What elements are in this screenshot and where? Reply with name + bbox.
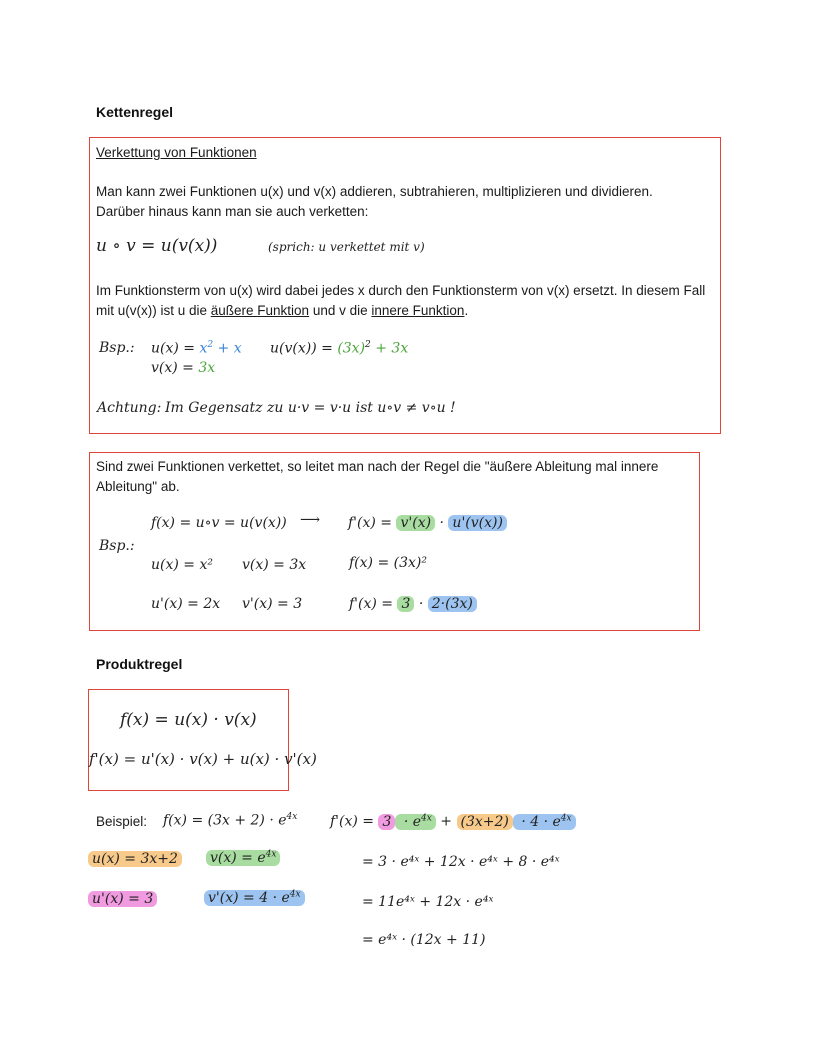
example2-f-deriv [349, 596, 477, 612]
example2-v-def: v(x) = 3x [242, 557, 307, 573]
innere-funktion-term: innere Funktion [371, 303, 465, 318]
example2-f-deriv-pre: f'(x) = [349, 596, 398, 612]
example2-dot: · [418, 596, 424, 612]
beispiel-fprime-u: (3x+2) [457, 814, 513, 830]
example2-inner-deriv: 3 [397, 596, 414, 612]
beispiel-v-deriv-base: v'(x) = 4 · e [208, 889, 290, 906]
example-v-def [151, 360, 215, 376]
ableitung-rule-text: Sind zwei Funktionen verkettet, so leitet man nach der Regel die "äußere Ableitung mal innere Ableitung" ab. [96, 459, 659, 494]
beispiel-f-exp: 4x [286, 812, 298, 822]
beispiel-f [163, 812, 297, 829]
chain-rule-dot: · [439, 515, 444, 531]
outer-derivative: u'(v(x)) [448, 515, 507, 531]
example2-u-deriv: u'(x) = 2x [151, 596, 221, 612]
arrow-icon: ⟶ [300, 512, 321, 528]
explanation-text-a: Im Funktionsterm von u(x) wird dabei jedes x durch den Funktionsterm von v(x) ersetzt. In diesem Fall mit u(v(x)) ist u die [96, 283, 706, 318]
verkettung-subtitle: Verkettung von Funktionen [96, 145, 257, 160]
beispiel-fprime-pre: f'(x) = [330, 813, 379, 830]
beispiel-v-exp: 4x [265, 849, 277, 859]
produktregel-box [88, 689, 289, 791]
example-uv: $u(v(x)) = (3x)^2 + 3x$ [270, 340, 409, 357]
inner-derivative: v'(x) [396, 515, 435, 531]
example-v-left: v(x) = [151, 360, 199, 376]
explanation-text-b: und v die [309, 303, 372, 318]
beispiel-v-base: v(x) = e [210, 849, 266, 866]
beispiel-f-base: f(x) = (3x + 2) · e [163, 812, 287, 829]
verkettung-explanation [96, 281, 718, 321]
beispiel-label: Beispiel: [96, 814, 148, 829]
example-uv-inner: (3x) [337, 340, 366, 357]
example-v-value: 3x [198, 360, 216, 376]
chain-rule-left: f(x) = u∘v = u(v(x)) [151, 515, 287, 531]
beispiel-v-deriv [204, 889, 305, 906]
bsp-label-2: Bsp.: [99, 538, 135, 554]
produktregel-fprime: f'(x) = u'(x) · v(x) + u(x) · v'(x) [89, 750, 317, 768]
beispiel-fprime-plus: + [435, 813, 457, 830]
beispiel-fprime-v-exp: 4x [421, 813, 432, 823]
beispiel-u [88, 851, 182, 867]
example2-v-deriv: v'(x) = 3 [242, 596, 303, 612]
beispiel-fprime-vprime-exp: 4x [560, 813, 572, 823]
example-u-plus: + x [213, 340, 242, 357]
beispiel-step-1: = 3 · e⁴ˣ + 12x · e⁴ˣ + 8 · e⁴ˣ [362, 854, 560, 870]
beispiel-v-deriv-exp: 4x [289, 889, 301, 899]
chain-rule-right-pre: f'(x) = [348, 515, 397, 531]
example2-outer-deriv: 2·(3x) [428, 596, 477, 612]
beispiel-fprime-uprime: 3 [378, 814, 395, 830]
achtung-text: Im Gegensatz zu u·v = v·u ist u∘v ≠ v∘u ! [165, 400, 456, 416]
example2-f-def: f(x) = (3x)² [349, 555, 427, 571]
beispiel-fprime-vprime: · 4 · e [516, 813, 561, 830]
produktregel-f: f(x) = u(x) · v(x) [120, 710, 257, 730]
example-u-left: u(x) = [151, 340, 200, 357]
beispiel-u-deriv-val: u'(x) = 3 [88, 891, 157, 907]
explanation-text-end: . [464, 303, 469, 318]
produktregel-title: Produktregel [96, 656, 183, 672]
verkettung-intro: Man kann zwei Funktionen u(x) und v(x) addieren, subtrahieren, multiplizieren und dividieren. Darüber hinaus kann man sie auch verketten: [96, 184, 653, 219]
beispiel-u-val: u(x) = 3x+2 [88, 851, 182, 867]
chain-rule-right [348, 515, 507, 531]
example-uv-left: u(v(x)) = [270, 340, 338, 357]
beispiel-fprime [330, 813, 576, 830]
example-u-x: x [199, 340, 208, 357]
example-uv-plus: + 3x [370, 340, 409, 357]
bsp-label-1: Bsp.: [99, 340, 135, 356]
verkettung-formula-note: (sprich: u verkettet mit v) [268, 240, 425, 254]
achtung-label: Achtung: [97, 400, 162, 416]
example2-u-def: u(x) = x² [151, 557, 213, 573]
beispiel-step-3: = e⁴ˣ · (12x + 11) [362, 932, 486, 948]
beispiel-step-2: = 11e⁴ˣ + 12x · e⁴ˣ [362, 894, 494, 910]
beispiel-v [206, 849, 280, 866]
kettenregel-title: Kettenregel [96, 104, 174, 120]
verkettung-formula: u ∘ v = u(v(x)) [96, 236, 218, 256]
aeussere-funktion-term: äußere Funktion [210, 303, 310, 318]
beispiel-fprime-v: · e [399, 813, 422, 830]
beispiel-u-deriv [88, 891, 157, 907]
example-u-def: $u(x) = x^2 + x$ [151, 340, 242, 357]
